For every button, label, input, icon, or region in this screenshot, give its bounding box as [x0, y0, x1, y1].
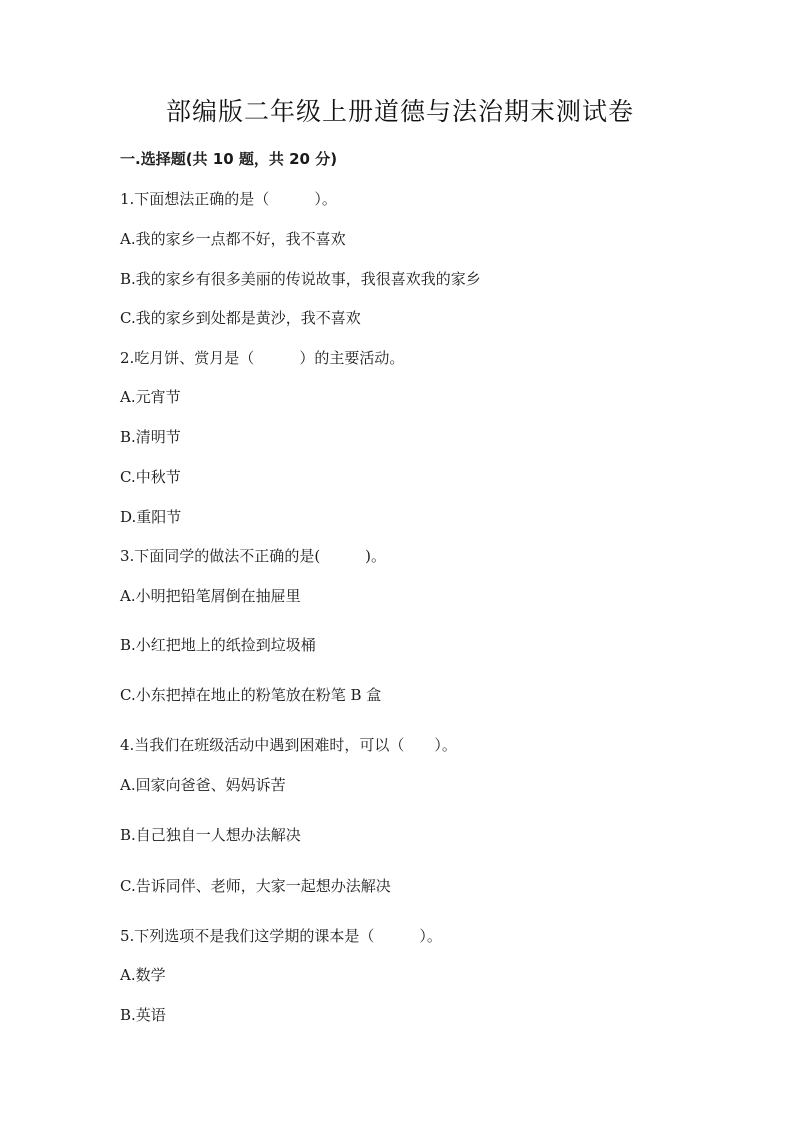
question-2-option-b: B.清明节: [120, 428, 181, 446]
question-2-option-a: A.元宵节: [120, 388, 181, 406]
question-1-option-a: A.我的家乡一点都不好，我不喜欢: [120, 230, 346, 248]
question-4-option-b: B.自己独自一人想办法解决: [120, 826, 301, 844]
question-4-stem: 4.当我们在班级活动中遇到困难时，可以（ ）。: [120, 736, 457, 754]
question-5-option-a: A.数学: [120, 966, 166, 984]
exam-title: 部编版二年级上册道德与法治期末测试卷: [165, 97, 634, 126]
question-2-option-c: C.中秋节: [120, 468, 181, 486]
question-5-option-b: B.英语: [120, 1006, 166, 1024]
question-4-option-c: C.告诉同伴、老师，大家一起想办法解决: [120, 877, 391, 895]
question-4-option-a: A.回家向爸爸、妈妈诉苦: [120, 776, 286, 794]
question-1-option-b: B.我的家乡有很多美丽的传说故事，我很喜欢我的家乡: [120, 270, 481, 288]
question-3-option-b: B.小红把地上的纸捡到垃圾桶: [120, 636, 316, 654]
question-5-stem: 5.下列选项不是我们这学期的课本是（ ）。: [120, 927, 442, 945]
question-2-stem: 2.吃月饼、赏月是（ ）的主要活动。: [120, 349, 405, 367]
question-3-option-c: C.小东把掉在地止的粉笔放在粉笔 B 盒: [120, 686, 382, 704]
question-1-option-c: C.我的家乡到处都是黄沙，我不喜欢: [120, 309, 361, 327]
question-1-stem: 1.下面想法正确的是（ ）。: [120, 190, 337, 208]
question-3-stem: 3.下面同学的做法不正确的是( )。: [120, 547, 387, 565]
section-heading: 一.选择题(共 10 题，共 20 分): [120, 150, 338, 168]
question-3-option-a: A.小明把铅笔屑倒在抽屉里: [120, 587, 301, 605]
question-2-option-d: D.重阳节: [120, 508, 182, 526]
